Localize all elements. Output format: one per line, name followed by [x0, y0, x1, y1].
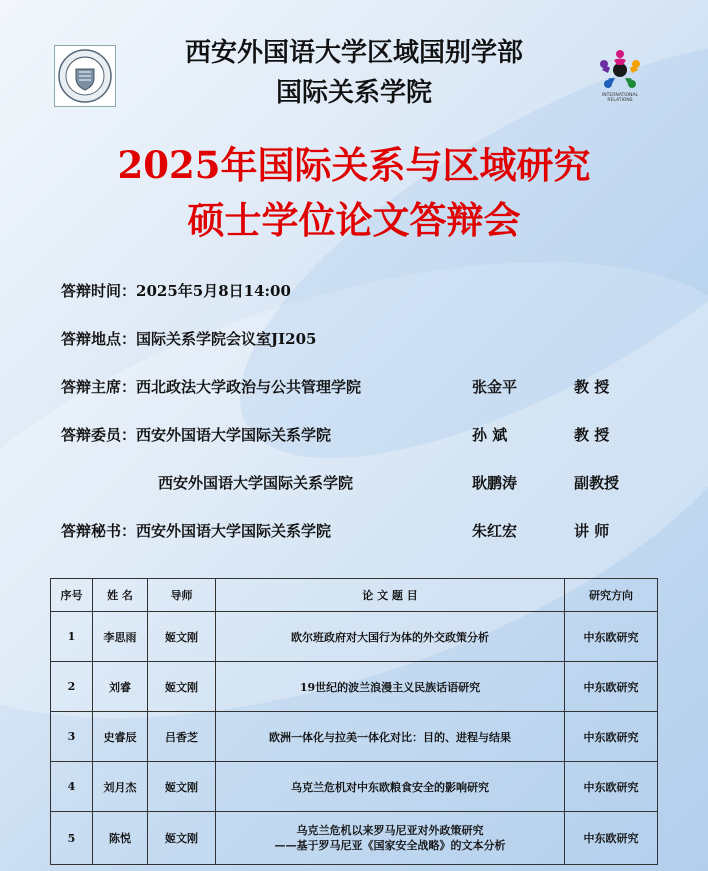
header-no: 序号: [51, 579, 93, 612]
place-label: 答辩地点：: [61, 330, 137, 348]
cell-advisor: 姬文刚: [148, 812, 216, 865]
cell-advisor: 姬文刚: [148, 762, 216, 812]
defense-member-2: [158, 472, 353, 493]
cell-topic: 19世纪的波兰浪漫主义民族话语研究: [216, 662, 565, 712]
time-label: 答辩时间：: [61, 282, 137, 300]
chair-label: 答辩主席：: [61, 378, 137, 396]
cell-name: 刘月杰: [93, 762, 148, 812]
cell-no: 4: [51, 762, 93, 812]
cell-name: 史睿辰: [93, 712, 148, 762]
cell-direction: 中东欧研究: [565, 812, 658, 865]
member-1-name: 孙 斌: [472, 426, 508, 444]
member-2-org: 西安外国语大学国际关系学院: [158, 474, 354, 492]
logo-caption-line1: INTERNATIONAL: [601, 93, 639, 98]
defense-member-1: [61, 424, 331, 445]
cell-topic: 乌克兰危机对中东欧粮食安全的影响研究: [216, 762, 565, 812]
cell-no: 1: [51, 612, 93, 662]
cell-direction: 中东欧研究: [565, 612, 658, 662]
chair-title: 教 授: [574, 378, 610, 396]
cell-advisor: 姬文刚: [148, 662, 216, 712]
cell-name: 陈悦: [93, 812, 148, 865]
logo-caption-line2: RELATIONS: [607, 98, 633, 103]
defense-secretary: [61, 520, 331, 541]
header-line-1: 西安外国语大学区域国别学部: [184, 38, 523, 68]
members-label: 答辩委员：: [61, 426, 137, 444]
cell-name: 李思雨: [93, 612, 148, 662]
cell-topic: 欧尔班政府对大国行为体的外交政策分析: [216, 612, 565, 662]
time-value: 2025年5月8日14:00: [136, 282, 291, 300]
secretary-org: 西安外国语大学国际关系学院: [136, 522, 332, 540]
defense-time: [61, 280, 291, 301]
cell-no: 2: [51, 662, 93, 712]
header-direction: 研究方向: [565, 579, 658, 612]
cell-topic: [216, 812, 565, 865]
table-row: [51, 812, 658, 865]
cell-direction: 中东欧研究: [565, 712, 658, 762]
secretary-label: 答辩秘书：: [61, 522, 137, 540]
place-value: 国际关系学院会议室JI205: [136, 330, 317, 348]
event-title-line-1: 2025年国际关系与区域研究: [117, 143, 591, 187]
table-row: [51, 612, 658, 662]
cell-advisor: 吕香芝: [148, 712, 216, 762]
cell-topic: 欧洲一体化与拉美一体化对比：目的、进程与结果: [216, 712, 565, 762]
header-name: 姓 名: [93, 579, 148, 612]
event-title-line-2: 硕士学位论文答辩会: [187, 198, 521, 242]
member-1-title: 教 授: [574, 426, 610, 444]
cell-advisor: 姬文刚: [148, 612, 216, 662]
cell-direction: 中东欧研究: [565, 662, 658, 712]
table-row: [51, 762, 658, 812]
secretary-title: 讲 师: [574, 522, 610, 540]
member-1-org: 西安外国语大学国际关系学院: [136, 426, 332, 444]
chair-name: 张金平: [472, 378, 518, 396]
table-row: [51, 662, 658, 712]
cell-name: 刘睿: [93, 662, 148, 712]
cell-no: 3: [51, 712, 93, 762]
defense-place: [61, 328, 316, 349]
table-header-row: [51, 579, 658, 612]
table-row: [51, 712, 658, 762]
member-2-name: 耿鹏涛: [472, 474, 518, 492]
chair-org: 西北政法大学政治与公共管理学院: [136, 378, 362, 396]
cell-direction: 中东欧研究: [565, 762, 658, 812]
cell-topic-line1: 乌克兰危机以来罗马尼亚对外政策研究: [296, 824, 484, 837]
member-2-title: 副教授: [574, 474, 620, 492]
header-line-2: 国际关系学院: [275, 78, 432, 108]
defense-chair: [61, 376, 361, 397]
header-topic: 论 文 题 目: [216, 579, 565, 612]
header-advisor: 导师: [148, 579, 216, 612]
thesis-schedule-table: [50, 578, 658, 865]
cell-no: 5: [51, 812, 93, 865]
secretary-name: 朱红宏: [472, 522, 518, 540]
cell-topic-line2: ——基于罗马尼亚《国家安全战略》的文本分析: [274, 839, 506, 852]
